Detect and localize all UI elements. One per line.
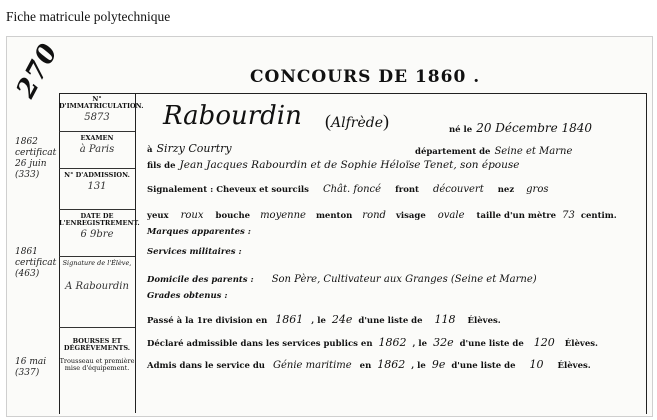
birthplace-value: Sirzy Courtry [156,142,232,155]
bouche-label: bouche [215,211,251,221]
examen-label: EXAMEN [80,134,114,142]
parents-value: Jean Jacques Rabourdin et de Sophie Héloïse Tenet, son épouse [179,159,520,171]
passe-label: Passé à la 1re division en [147,316,268,326]
admis-liste: d'une liste de [451,361,516,371]
fils-label: fils de [147,161,176,171]
admis-service: Génie maritime [272,360,352,371]
admission-value: 131 [87,181,107,192]
taille-value: 73 [562,210,575,221]
admis-rank: 9e [431,358,446,371]
admission-label: N° D'ADMISSION. [64,171,130,179]
declare-le: , le [412,339,428,349]
marques-label: Marques apparentes : [147,227,251,237]
declare-rank: 32e [433,336,454,349]
margin-note-2: 1861 certificat (463) [15,247,57,279]
admis-eleves: Élèves. [557,361,591,371]
admis-en: en [359,361,372,371]
hair-value: Chât. foncé [322,184,382,195]
grades-label: Grades obtenus : [147,291,228,301]
admis-year: 1862 [377,358,406,371]
nez-value: gros [526,184,549,195]
examen-cell [59,132,135,169]
date-label: DATE DE L'ENREGISTREMENT. [59,212,140,227]
visage-label: visage [395,211,426,221]
admission-cell [59,169,135,210]
menton-value: rond [362,210,386,221]
signalement-label: Signalement : Cheveux et sourcils [147,185,309,195]
yeux-value: roux [180,210,204,221]
yeux-label: yeux [147,211,169,221]
passe-liste: d'une liste de [358,316,423,326]
left-column [59,93,144,413]
born-value: 20 Décembre 1840 [476,121,593,135]
page-caption: Fiche matricule polytechnique [6,9,171,24]
date-value: 6 9bre [80,229,114,240]
domicile-row [147,269,537,287]
departement-value: Seine et Marne [494,146,573,157]
document-title: CONCOURS DE 1860 . [250,67,481,87]
a-label: à [147,145,153,155]
trousseau-label: Trousseau et première mise d'équipement. [59,357,135,372]
passe-row [147,310,501,328]
admis-row [147,355,591,373]
examen-value: à Paris [79,144,115,155]
signature-value: A Rabourdin [65,281,129,292]
features-row [147,205,617,223]
declare-eleves: Élèves. [564,339,598,349]
firstname-row: (Alfrède) [325,111,389,131]
born-row [449,119,592,137]
visage-value: ovale [437,210,465,221]
margin-note-3: 16 mai (337) [15,357,47,378]
surname: Rabourdin [163,101,302,131]
margin-note-1: 1862 certificat 26 juin (333) [15,137,57,180]
front-value: découvert [432,184,484,195]
domicile-label: Domicile des parents : [147,275,254,285]
immatriculation-cell [59,93,144,132]
firstname: Alfrède [331,115,383,131]
passe-rank: 24e [331,313,353,326]
signature-label: Signature de l'Élève, [62,259,132,267]
bourses-label: BOURSES ET DÉGRÈVEMENTS. [63,337,131,352]
menton-label: menton [315,211,353,221]
admis-le: , le [411,361,426,371]
passe-year: 1861 [275,313,304,326]
parents-row [147,155,520,173]
declare-label: Déclaré admissible dans les services publics en [147,339,373,349]
immatriculation-label: N° D'IMMATRICULATION. [59,95,144,110]
admis-total: 10 [529,358,544,371]
front-label: front [395,185,419,195]
declare-liste: d'une liste de [459,339,524,349]
signalement-row [147,179,549,197]
immatriculation-value: 5873 [84,112,110,123]
domicile-value: Son Père, Cultivateur aux Granges (Seine et Marne) [271,274,537,285]
born-label: né le [449,125,473,135]
corner-number: 270 [11,38,65,104]
bourses-cell [59,328,135,412]
declare-total: 120 [533,336,555,349]
taille-label: taille d'un mètre [476,211,557,221]
services-label: Services militaires : [147,247,242,257]
declare-year: 1862 [378,336,407,349]
passe-total: 118 [434,313,456,326]
nez-label: nez [497,185,515,195]
admis-label: Admis dans le service du [147,361,265,371]
signature-cell [59,257,135,328]
passe-eleves: Élèves. [467,316,501,326]
centim-label: centim. [580,211,617,221]
bouche-value: moyenne [260,210,306,221]
scanned-document [6,36,653,417]
passe-le: , le [311,316,326,326]
date-cell [59,210,140,257]
departement-label: département de [415,147,491,157]
declare-row [147,333,598,351]
